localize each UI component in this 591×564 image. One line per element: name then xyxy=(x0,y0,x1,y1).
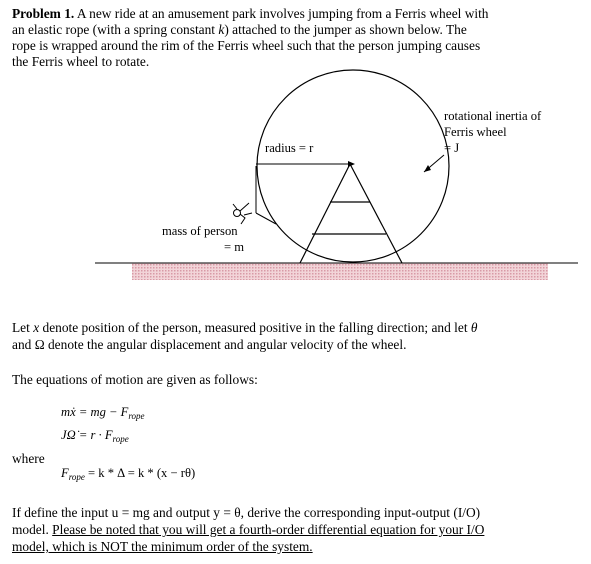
intro-line-1: Problem 1. A new ride at an amusement park involves jumping from a Ferris wheel with xyxy=(12,6,489,21)
where-label: where xyxy=(12,451,45,466)
intro-line-2: an elastic rope (with a spring constant k) attached to the jumper as shown below. The xyxy=(12,22,467,37)
support-left-leg xyxy=(300,164,350,263)
equation-3: $F_{rope} = k * \Delta = k * (x - r\theta)$ xyxy=(61,466,196,482)
definition-line-1: Let x denote position of the person, measured positive in the falling direction; and let θ xyxy=(12,320,478,335)
inertia-label-line-1: rotational inertia of xyxy=(444,109,542,123)
inertia-label-line-3: = J xyxy=(444,141,460,155)
inertia-label-line-2: Ferris wheel xyxy=(444,125,507,139)
definition-line-2: and Ω denote the angular displacement and angular velocity of the wheel. xyxy=(12,337,407,352)
ground-hatch xyxy=(132,263,548,280)
task-line-3: model, which is NOT the minimum order of the system. xyxy=(12,539,313,554)
radius-label: radius = r xyxy=(265,141,314,155)
intro-line-4: the Ferris wheel to rotate. xyxy=(12,54,150,69)
ferris-wheel-rim xyxy=(257,70,449,262)
mass-label-line-1: mass of person xyxy=(162,224,238,238)
mass-label-line-2: = m xyxy=(224,240,245,254)
support-right-leg xyxy=(350,164,402,263)
inertia-arrowhead xyxy=(424,165,431,172)
problem-number: Problem 1. xyxy=(12,6,75,21)
equations-intro: The equations of motion are given as follows: xyxy=(12,372,258,387)
task-line-2: model. Please be noted that you will get a fourth-order differential equation for your I/O xyxy=(12,522,485,537)
equation-2: JΩ̇ = $r \cdot F_{rope}$ xyxy=(61,428,129,444)
intro-line-3: rope is wrapped around the rim of the Ferris wheel such that the person jumping causes xyxy=(12,38,481,53)
equation-1: mẋ = mg − $F_{rope}$ xyxy=(61,405,145,421)
task-line-1: If define the input u = mg and output y = θ, derive the corresponding input-output (I/O) xyxy=(12,505,481,520)
person-figure xyxy=(233,203,252,224)
